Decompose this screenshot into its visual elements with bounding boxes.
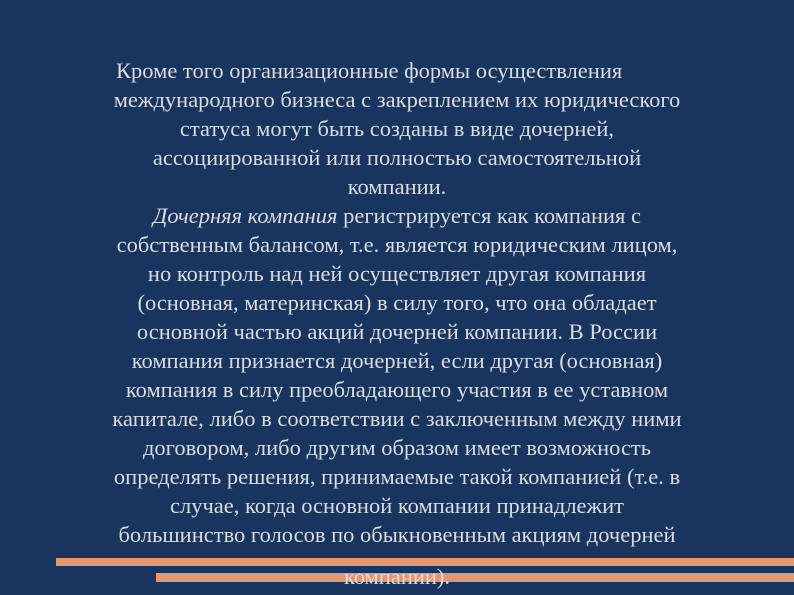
- text-line: компании.: [347, 174, 447, 199]
- text-line: компания признается дочерней, если другая (основная): [131, 348, 663, 373]
- text-line: капитале, либо в соответствии с заключенным между ними: [112, 406, 682, 431]
- text-line: международного бизнеса с закреплением их юридического: [113, 87, 681, 112]
- text-line: определять решения, принимаемые такой компанией (т.е. в: [113, 464, 681, 489]
- text-line: (основная, материнская) в силу того, что она обладает: [137, 290, 657, 315]
- text-line: случае, когда основной компании принадлежит: [170, 493, 624, 518]
- italic-term: Дочерняя компания: [153, 203, 338, 228]
- text-line: большинство голосов по обыкновенным акциям дочерней: [118, 522, 676, 547]
- text-line-last: компании).: [343, 564, 451, 589]
- text-line-rest: регистрируется как компания с: [337, 203, 641, 228]
- slide-body-text: [0, 56, 794, 549]
- text-line: [0, 201, 794, 230]
- text-line: но контроль над ней осуществляет другая компания: [147, 261, 647, 286]
- text-line: Кроме того организационные формы осуществления: [116, 58, 623, 83]
- text-line: ассоциированной или полностью самостоятельной: [152, 145, 642, 170]
- text-line: договором, либо другим образом имеет возможность: [142, 435, 652, 460]
- text-line: основной частью акций дочерней компании. В России: [136, 319, 658, 344]
- text-line: статуса могут быть созданы в виде дочерней,: [179, 116, 615, 141]
- text-line: компания в силу преобладающего участия в ее уставном: [125, 377, 669, 402]
- text-line: собственным балансом, т.е. является юридическим лицом,: [116, 232, 678, 257]
